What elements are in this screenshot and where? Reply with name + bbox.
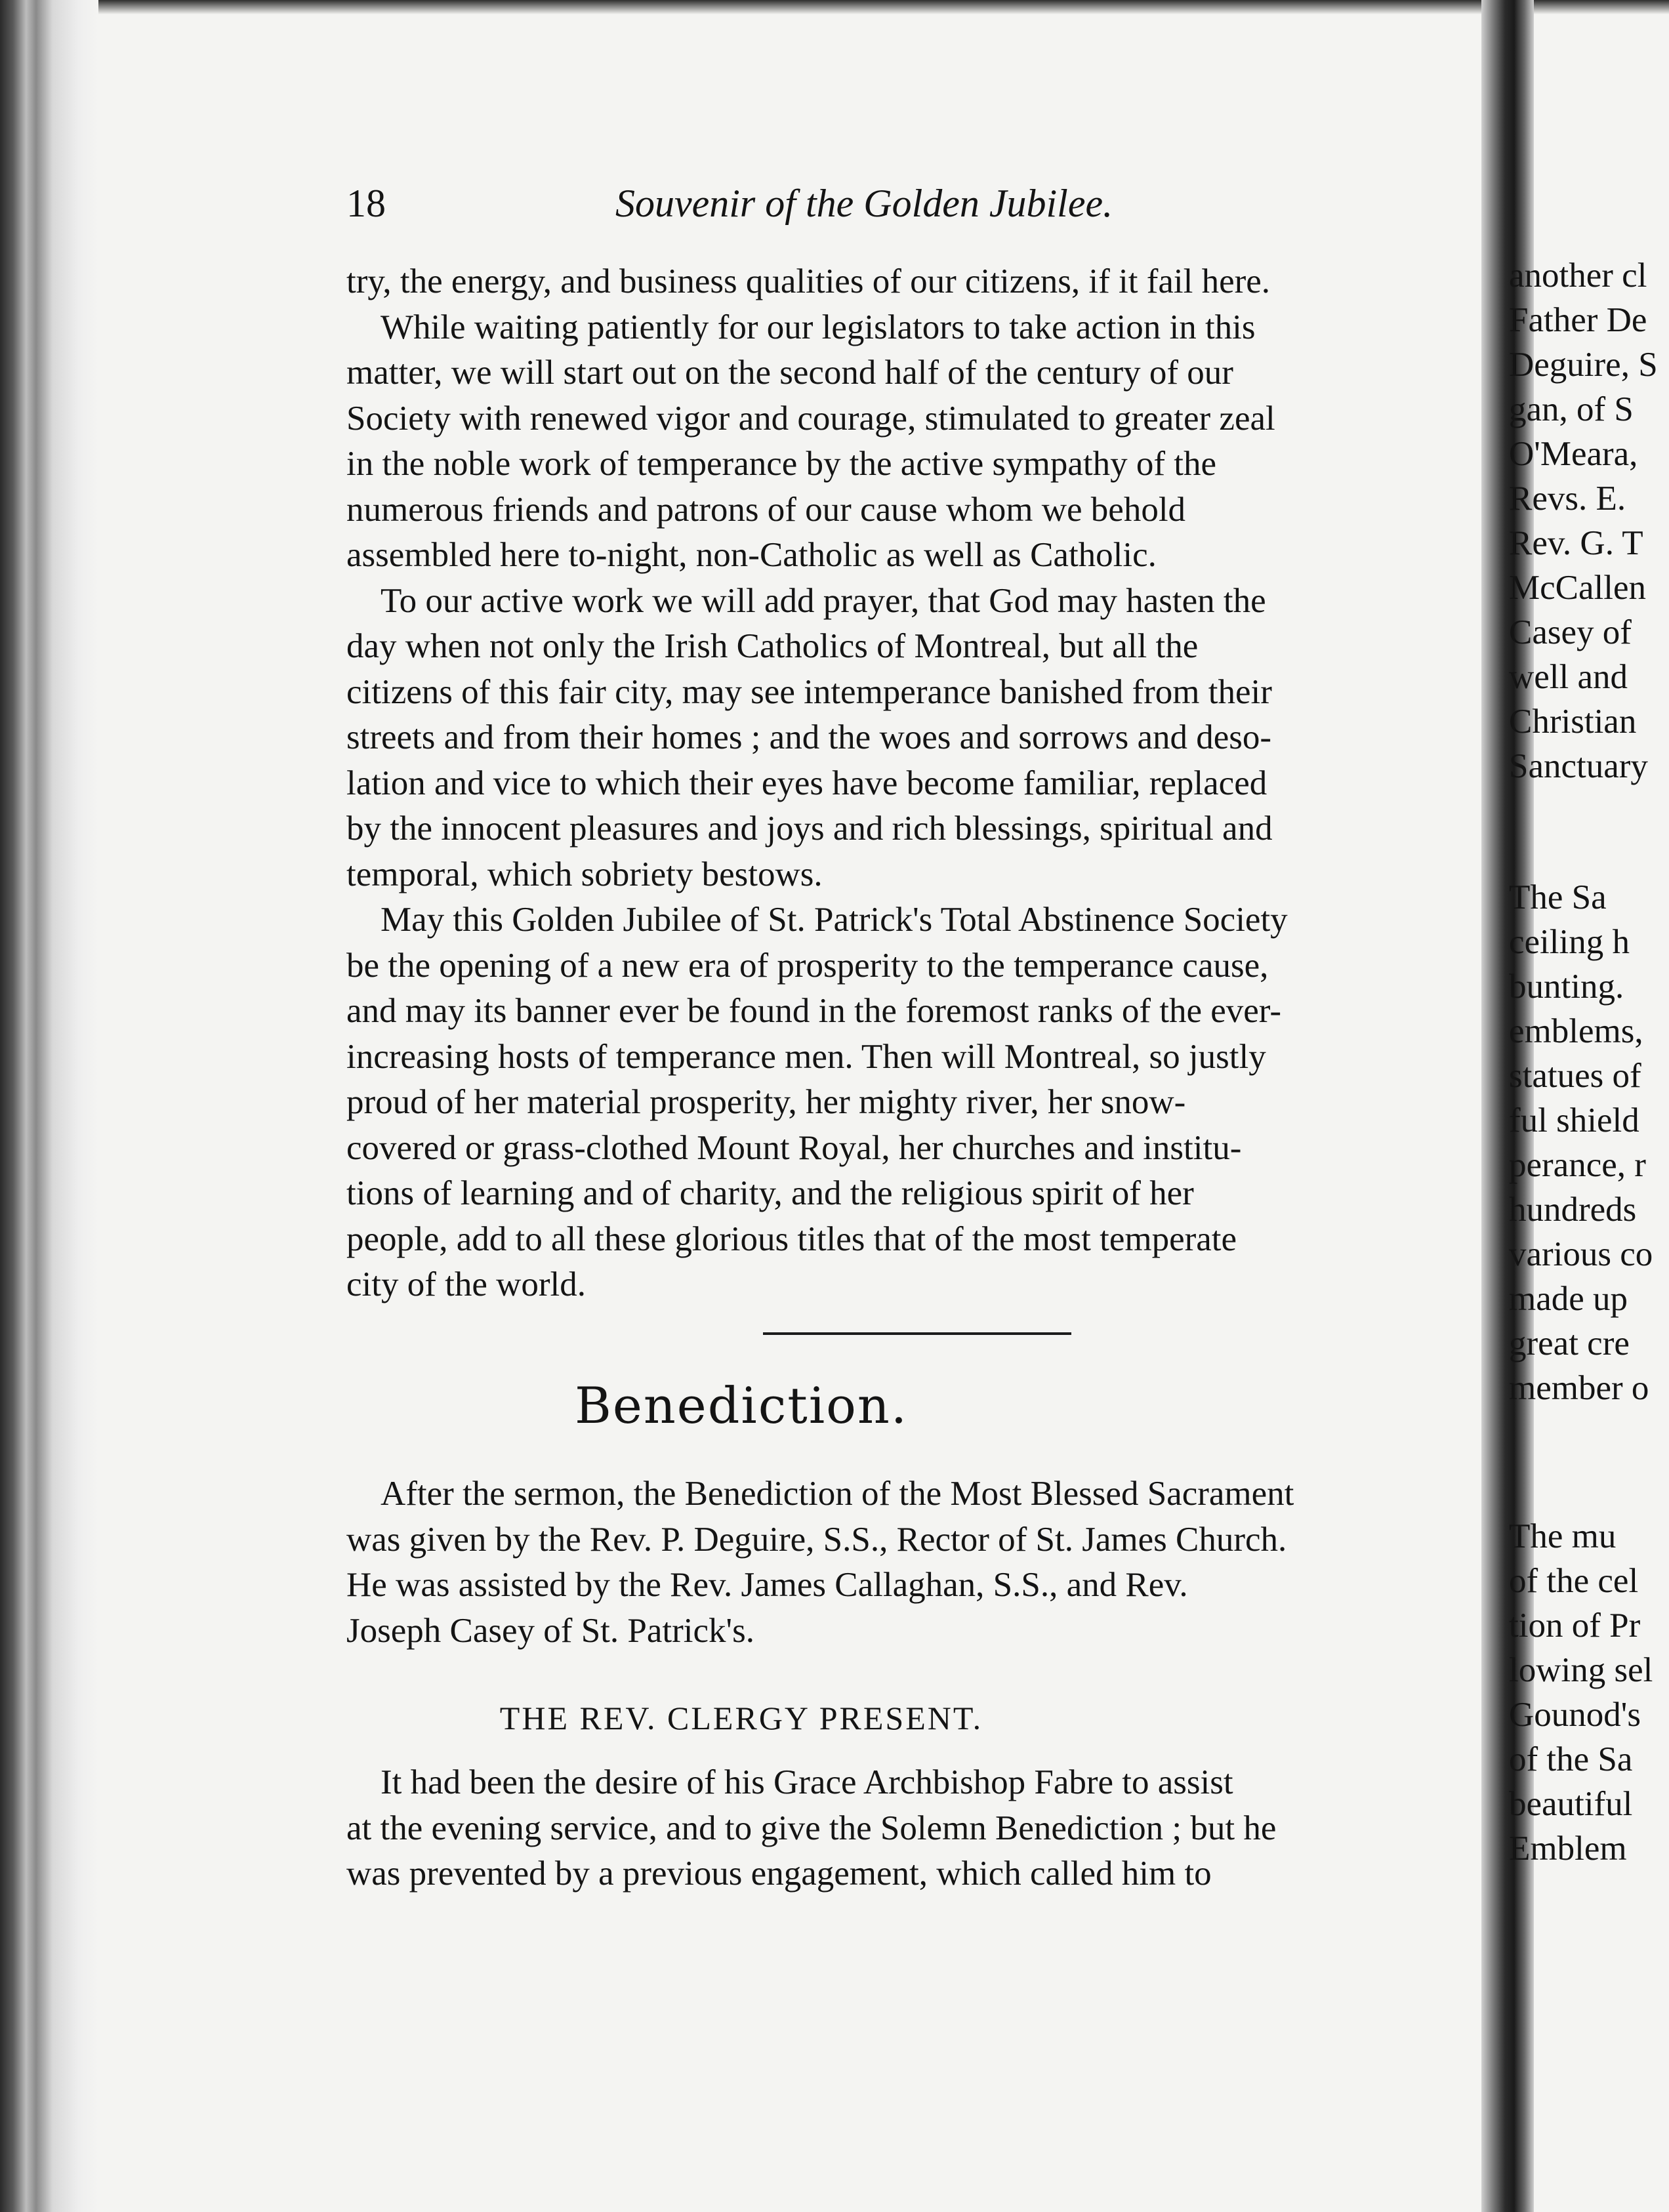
text-line: May this Golden Jubilee of St. Patrick's Total Abstinence Society: [381, 901, 1288, 939]
text-line: try, the energy, and business qualities of our citizens, if it fail here.: [346, 262, 1271, 300]
right-fragment-line: The Sa: [1509, 878, 1607, 916]
right-fragment-line: Revs. E.: [1509, 480, 1626, 518]
text-line: Joseph Casey of St. Patrick's.: [346, 1611, 754, 1650]
page-number: 18: [346, 182, 386, 225]
right-fragment-line: ful shield: [1509, 1101, 1639, 1139]
right-fragment-line: member o: [1509, 1369, 1649, 1407]
right-fragment-line: The mu: [1509, 1517, 1617, 1555]
right-fragment-line: Father De: [1509, 301, 1647, 339]
text-line: at the evening service, and to give the Solemn Benediction ; but he: [346, 1809, 1277, 1847]
right-fragment-line: McCallen: [1509, 569, 1646, 607]
right-fragment-line: Sanctuary: [1509, 747, 1648, 785]
right-fragment-line: O'Meara,: [1509, 435, 1638, 473]
right-fragment-line: Gounod's: [1509, 1696, 1641, 1734]
body-text: [346, 259, 1475, 1308]
text-line: people, add to all these glorious titles that of the most temperate: [346, 1219, 1237, 1258]
right-fragment-line: lowing sel: [1509, 1651, 1653, 1689]
text-line: citizens of this fair city, may see intemperance banished from their: [346, 672, 1272, 711]
right-fragment-line: Emblem: [1509, 1830, 1627, 1868]
right-fragment-line: of the Sa: [1509, 1740, 1633, 1778]
running-title: Souvenir of the Golden Jubilee.: [615, 182, 1113, 225]
text-line: assembled here to-night, non-Catholic as well as Catholic.: [346, 536, 1157, 574]
text-line: He was assisted by the Rev. James Callaghan, S.S., and Rev.: [346, 1566, 1188, 1604]
right-fragment-line: gan, of S: [1509, 390, 1634, 428]
right-fragment-line: Rev. G. T: [1509, 524, 1643, 562]
section-divider: [763, 1332, 1071, 1335]
right-fragment-line: great cre: [1509, 1324, 1630, 1362]
text-line: in the noble work of temperance by the active sympathy of the: [346, 445, 1217, 483]
text-line: numerous friends and patrons of our cause whom we behold: [346, 490, 1186, 529]
right-fragment-line: of the cel: [1509, 1562, 1639, 1600]
text-line: After the sermon, the Benediction of the Most Blessed Sacrament: [381, 1475, 1294, 1513]
clergy-text: [346, 1760, 1475, 1897]
section-heading: Benediction.: [575, 1376, 908, 1435]
right-fragment-line: beautiful: [1509, 1785, 1633, 1823]
text-line: lation and vice to which their eyes have become familiar, replaced: [346, 764, 1267, 802]
right-fragment-line: Christian: [1509, 703, 1637, 741]
text-line: proud of her material prosperity, her mighty river, her snow-: [346, 1083, 1186, 1121]
subheading: THE REV. CLERGY PRESENT.: [499, 1700, 983, 1736]
page-header: [346, 177, 1429, 236]
text-line: It had been the desire of his Grace Archbishop Fabre to assist: [381, 1763, 1233, 1801]
text-line: matter, we will start out on the second half of the century of our: [346, 354, 1233, 392]
text-line: be the opening of a new era of prosperity to the temperance cause,: [346, 946, 1269, 985]
right-fragment-line: well and: [1509, 658, 1628, 696]
right-fragment-line: emblems,: [1509, 1012, 1643, 1050]
text-line: and may its banner ever be found in the foremost ranks of the ever-: [346, 992, 1282, 1030]
right-fragment-line: hundreds: [1509, 1191, 1637, 1229]
text-line: city of the world.: [346, 1265, 587, 1303]
text-line: streets and from their homes ; and the woes and sorrows and deso-: [346, 718, 1272, 756]
right-fragment-line: perance, r: [1509, 1146, 1646, 1184]
text-line: covered or grass-clothed Mount Royal, her churches and institu-: [346, 1128, 1242, 1167]
right-page-fragment: [1509, 0, 1669, 2212]
text-line: was given by the Rev. P. Deguire, S.S., Rector of St. James Church.: [346, 1520, 1287, 1559]
right-fragment-line: bunting.: [1509, 968, 1624, 1006]
right-fragment-line: ceiling h: [1509, 923, 1630, 961]
right-fragment-line: Deguire, S: [1509, 346, 1658, 384]
right-fragment-line: tion of Pr: [1509, 1607, 1641, 1645]
text-line: While waiting patiently for our legislators to take action in this: [381, 308, 1256, 346]
text-line: temporal, which sobriety bestows.: [346, 855, 823, 893]
benediction-text: [346, 1471, 1475, 1654]
right-fragment-line: Casey of: [1509, 613, 1632, 651]
text-line: was prevented by a previous engagement, which called him to: [346, 1854, 1212, 1893]
right-fragment-line: various co: [1509, 1235, 1653, 1273]
right-fragment-line: statues of: [1509, 1057, 1641, 1095]
text-line: To our active work we will add prayer, that God may hasten the: [381, 581, 1266, 620]
text-line: by the innocent pleasures and joys and rich blessings, spiritual and: [346, 809, 1273, 848]
text-line: tions of learning and of charity, and the religious spirit of her: [346, 1174, 1194, 1212]
right-fragment-line: made up: [1509, 1280, 1628, 1318]
right-fragment-line: another cl: [1509, 256, 1647, 295]
text-line: Society with renewed vigor and courage, stimulated to greater zeal: [346, 399, 1275, 438]
text-line: day when not only the Irish Catholics of Montreal, but all the: [346, 627, 1199, 665]
text-line: increasing hosts of temperance men. Then will Montreal, so justly: [346, 1037, 1266, 1076]
